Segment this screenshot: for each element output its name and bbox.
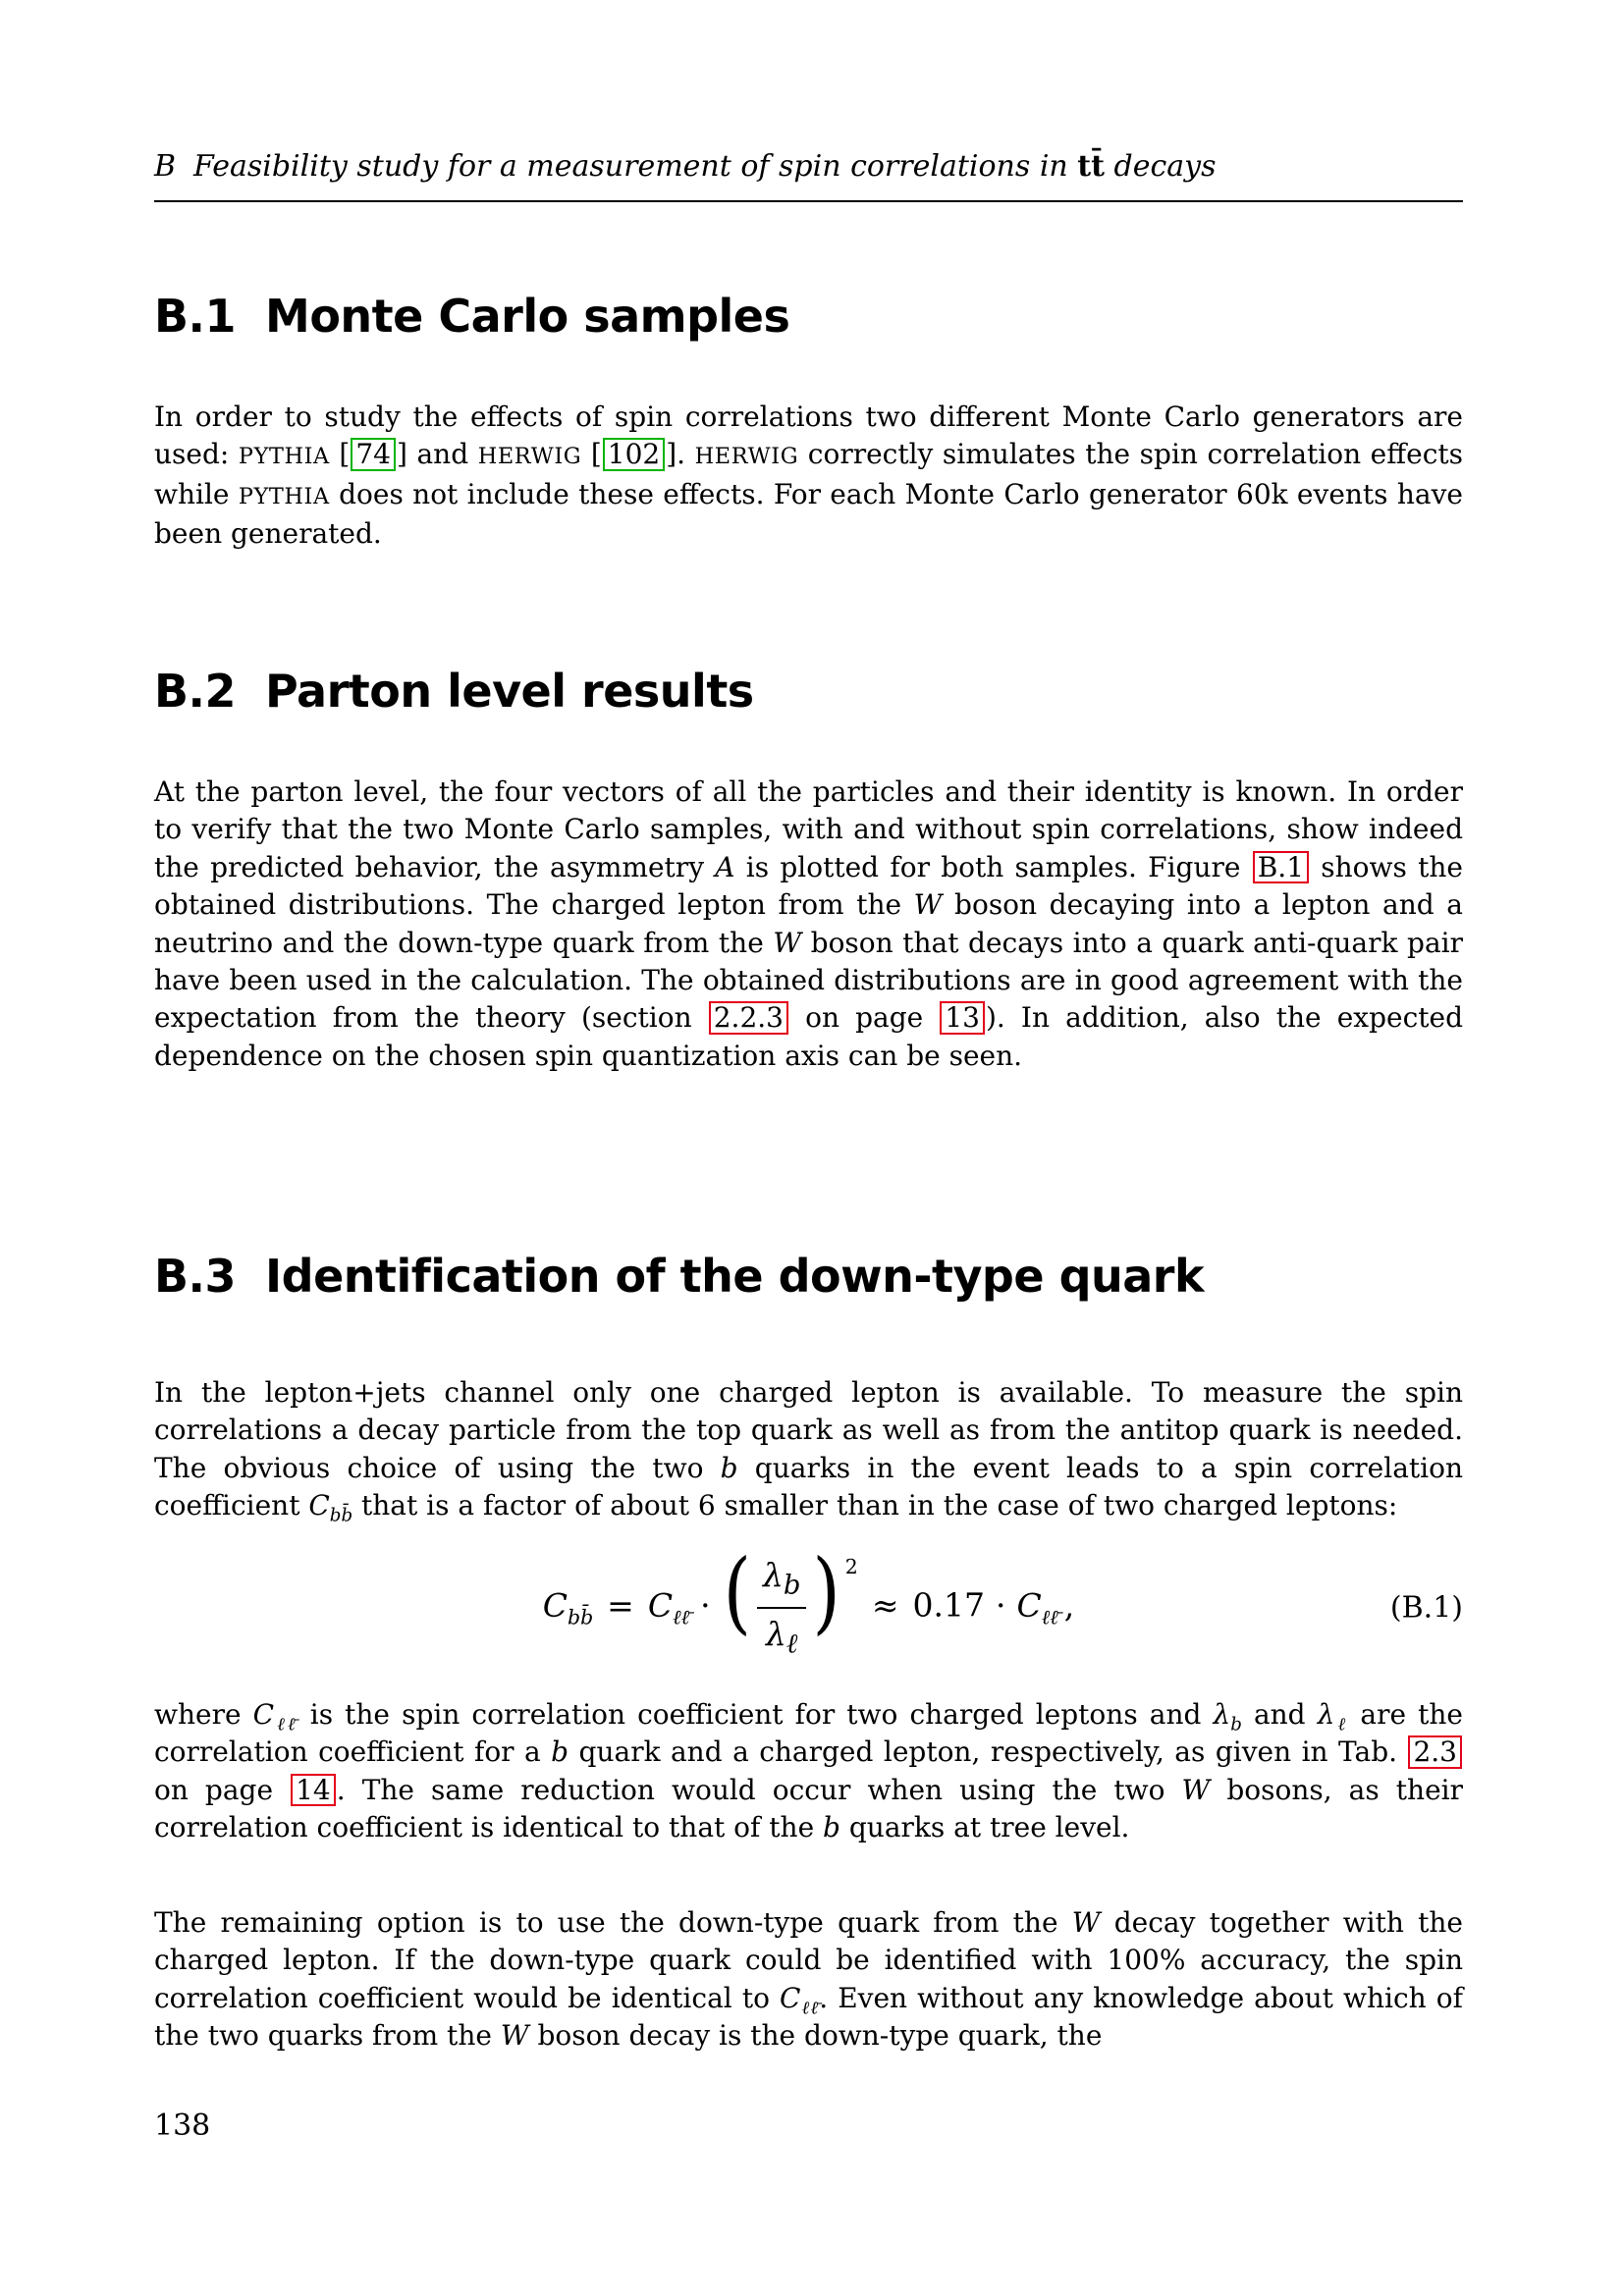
paragraph-b1-1	[154, 399, 1463, 554]
text-segment: W	[1071, 1906, 1101, 1939]
text-segment: A	[715, 850, 735, 883]
text-segment: b	[551, 1735, 569, 1769]
equation-body	[542, 1541, 1075, 1660]
approx-sign: ≈	[871, 1586, 899, 1625]
text-segment: W	[913, 888, 943, 922]
text-segment: are the correlation coefficient for a	[154, 1698, 1463, 1769]
chapter-letter: B	[154, 149, 177, 184]
text-segment: $\lambda_b$	[1213, 1698, 1242, 1735]
text-segment: decays	[1105, 149, 1217, 184]
text-segment: where	[154, 1698, 253, 1731]
text-segment: . The same reduction would occur when using the two	[336, 1773, 1182, 1806]
section-heading-b3	[154, 1251, 1204, 1302]
text-segment: is plotted for both samples. Figure	[734, 850, 1252, 883]
text-segment: tt̄	[1077, 149, 1105, 184]
eq-lhs: $C_{bb̄}$	[542, 1586, 594, 1629]
text-segment: PYTHIA	[238, 483, 330, 509]
text-segment: ].	[666, 438, 695, 471]
text-segment: W	[773, 926, 802, 959]
text-segment: PYTHIA	[238, 444, 330, 470]
equation-B.1	[154, 1539, 1463, 1677]
text-segment: that is a factor of about 6 smaller than in the case of two charged leptons:	[352, 1489, 1398, 1522]
paragraph-b2-1	[154, 774, 1463, 1075]
trailing-comma: ,	[1063, 1586, 1075, 1625]
text-segment: bosons, as their correlation coefficient is identical to that of the	[154, 1773, 1463, 1844]
page-number: 138	[154, 2109, 211, 2143]
paragraph-b3-1	[154, 1374, 1463, 1525]
section-title: Parton level results	[265, 665, 754, 719]
text-segment: does not include these effects. For each Monte Carlo generator 60k events have been generated.	[154, 477, 1463, 551]
text-segment: $C_{\ell\ell̄}$	[252, 1698, 298, 1735]
text-segment: $C_{bb̄}$	[308, 1489, 353, 1526]
text-segment: and	[1241, 1698, 1318, 1731]
text-segment: on page	[788, 1001, 940, 1035]
text-segment: quark and a charged lepton, respectively, as given in Tab.	[568, 1735, 1408, 1769]
citation-link[interactable]: 102	[603, 438, 665, 470]
exponent: 2	[844, 1555, 858, 1579]
section-heading-b1	[154, 291, 789, 342]
section-number: B.1	[154, 290, 237, 344]
text-segment: on page	[154, 1773, 291, 1806]
reference-link[interactable]: 13	[940, 1001, 985, 1034]
reference-link[interactable]: B.1	[1253, 851, 1309, 883]
numeric-factor: 0.17	[912, 1586, 985, 1625]
text-segment: W	[500, 2019, 529, 2053]
section-number: B.2	[154, 665, 237, 719]
text-segment: At the parton level, the four vectors of all the particles and their identity is known. In order to verify that the two Monte Carlo samples, with and without spin correlations, show indeed the predicted behavior, the asymmetry	[154, 775, 1463, 883]
text-segment: . Even without any knowledge about which of the two quarks from the	[154, 1981, 1463, 2053]
text-segment: correctly simulates the spin correlation effects while	[154, 438, 1464, 510]
eq-cll: $C_{\ell\ell̄}$	[647, 1586, 690, 1629]
fraction-denominator: $\lambda_\ell$	[766, 1615, 798, 1660]
text-segment: ). In addition, also the expected dependence on the chosen spin quantization axis can be seen.	[154, 1001, 1463, 1072]
equals-sign: =	[607, 1586, 634, 1625]
text-segment: $\lambda_\ell$	[1317, 1698, 1349, 1735]
reference-link[interactable]: 14	[291, 1774, 336, 1806]
close-paren: )	[812, 1541, 840, 1645]
running-header	[154, 149, 1463, 202]
cdot: ·	[700, 1586, 711, 1625]
reference-link[interactable]: 2.2.3	[709, 1001, 788, 1034]
equation-number: (B.1)	[1389, 1590, 1463, 1626]
text-segment: quarks at tree level.	[839, 1811, 1130, 1844]
text-segment: b	[720, 1451, 738, 1484]
text-segment: quarks in the event leads to a spin correlation coefficient	[154, 1451, 1463, 1522]
section-title: Identification of the down-type quark	[265, 1250, 1205, 1304]
paragraph-b3-3	[154, 1904, 1463, 2056]
running-header-title	[193, 149, 1216, 184]
section-number: B.3	[154, 1250, 237, 1304]
text-segment: [	[329, 438, 351, 471]
text-segment: [	[581, 438, 602, 471]
text-segment: boson decaying into a lepton and a neutrino and the down-type quark from the	[154, 888, 1463, 959]
text-segment: boson that decays into a quark anti-quark pair have been used in the calculation. The obtained distributions are in good agreement with the expectation from the theory (section	[154, 926, 1463, 1035]
fraction	[757, 1556, 807, 1659]
open-paren: (	[723, 1541, 751, 1645]
text-segment: In order to study the effects of spin correlations two different Monte Carlo generators are used:	[154, 400, 1463, 471]
fraction-numerator: $\lambda_b$	[757, 1556, 807, 1609]
paragraph-b3-2	[154, 1696, 1463, 1847]
text-segment: shows the obtained distributions. The charged lepton from the	[154, 850, 1463, 922]
section-heading-b2	[154, 666, 754, 717]
reference-link[interactable]: 2.3	[1408, 1735, 1462, 1768]
cdot: ·	[995, 1586, 1006, 1625]
text-segment: boson decay is the down-type quark, the	[528, 2019, 1103, 2053]
text-segment: is the spin correlation coefficient for two charged leptons and	[298, 1698, 1214, 1731]
text-segment: Feasibility study for a measurement of spin correlations in	[193, 149, 1078, 184]
text-segment: HERWIG	[477, 444, 582, 470]
text-segment: HERWIG	[694, 444, 799, 470]
citation-link[interactable]: 74	[351, 438, 396, 470]
text-segment: b	[823, 1811, 840, 1844]
text-segment: $C_{\ell\ell̄}$	[780, 1981, 820, 2019]
eq-cll-2: $C_{\ell\ell̄}$	[1016, 1586, 1058, 1629]
text-segment: In the lepton+jets channel only one charged lepton is available. To measure the spin correlations a decay particle from the top quark as well as from the antitop quark is needed. The obvious choice of using the two	[154, 1376, 1463, 1484]
text-segment: decay together with the charged lepton. If the down-type quark could be identified with 100% accuracy, the spin correlation coefficient would be identical to	[154, 1906, 1463, 2014]
section-title: Monte Carlo samples	[265, 290, 790, 344]
text-segment: W	[1181, 1773, 1211, 1806]
text-segment: The remaining option is to use the down-type quark from the	[154, 1906, 1072, 1939]
text-segment: ] and	[396, 438, 478, 471]
